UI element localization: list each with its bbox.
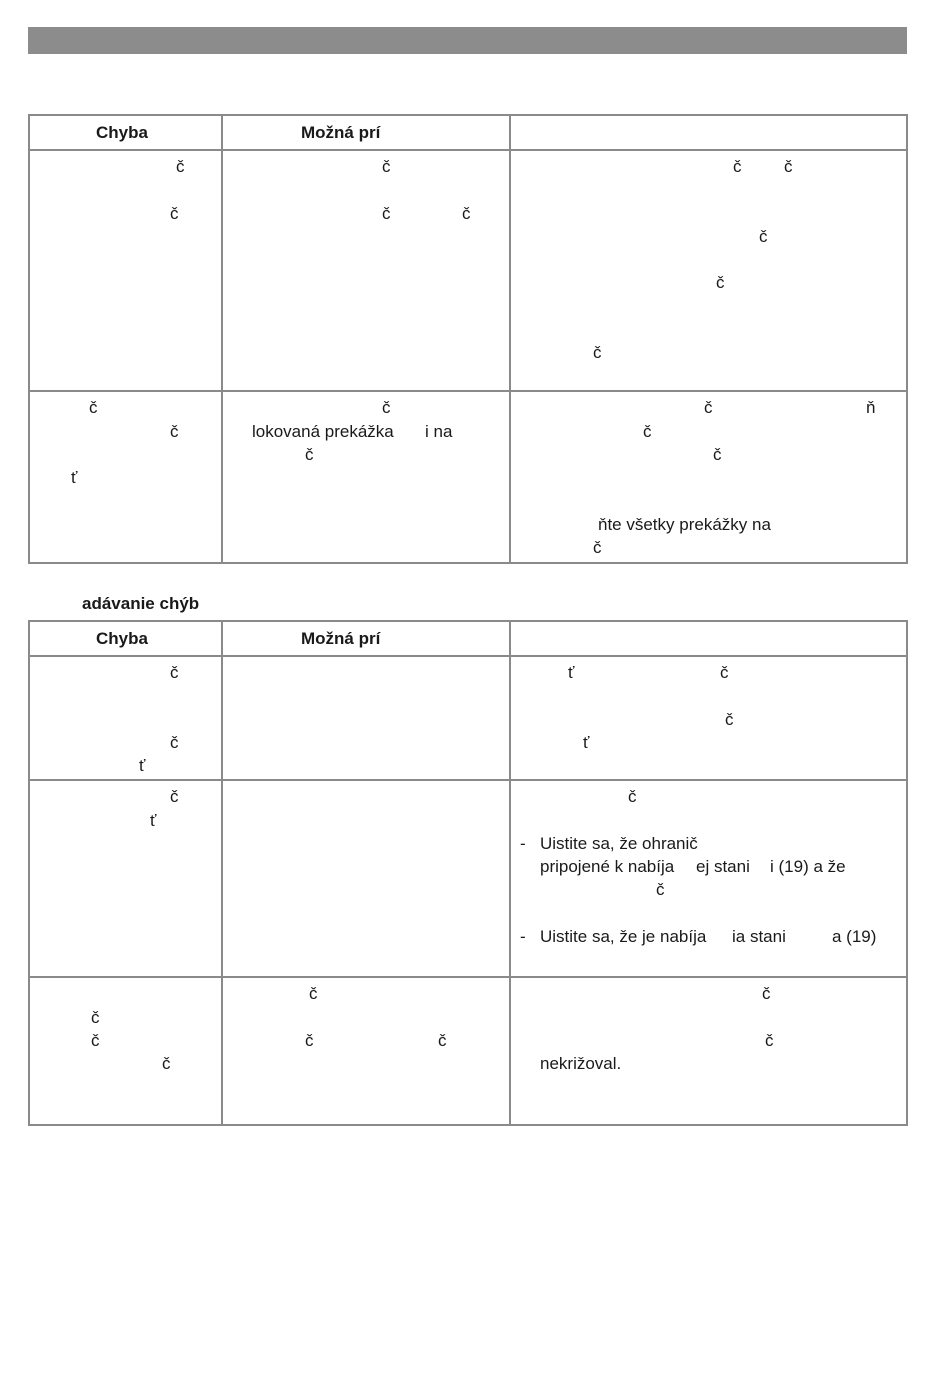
- cell-text: č: [170, 787, 179, 806]
- cell-text: č: [716, 273, 725, 292]
- table-header-row: [30, 622, 906, 655]
- cell-text: pripojené k nabíja: [540, 857, 675, 876]
- cell-text: Uistite sa, že je nabíja: [540, 927, 707, 946]
- cell-text: ť: [71, 468, 78, 487]
- cell-text: č: [762, 984, 771, 1003]
- cell-text: č: [628, 787, 637, 806]
- cell-text: a (19): [832, 927, 877, 946]
- cell-text: č: [176, 157, 185, 176]
- cell-text: č: [170, 204, 179, 223]
- cell-text: -: [520, 927, 526, 946]
- cell-text: č: [720, 663, 729, 682]
- cell-text: ť: [583, 733, 590, 752]
- cell-text: č: [725, 710, 734, 729]
- cell-text: ť: [150, 811, 157, 830]
- cell-text: č: [593, 343, 602, 362]
- cell-text: č: [170, 422, 179, 441]
- cell-text: č: [733, 157, 742, 176]
- cell-text: ť: [139, 756, 146, 775]
- troubleshooting-table-2: [28, 620, 908, 1126]
- cell-text: č: [305, 445, 314, 464]
- cell-text: č: [382, 204, 391, 223]
- table-row: [30, 976, 906, 1126]
- cell-text: ej stani: [696, 857, 750, 876]
- cell-text: č: [382, 398, 391, 417]
- cell-text: nekrižoval.: [540, 1054, 622, 1073]
- cell-text: č: [704, 398, 713, 417]
- cell-text: č: [170, 663, 179, 682]
- top-header-bar: [28, 27, 907, 54]
- cell-text: č: [643, 422, 652, 441]
- cell-text: lokovaná prekážka: [252, 422, 394, 441]
- header-mozna-pricina: Možná prí: [301, 123, 381, 142]
- cell-text: ť: [568, 663, 575, 682]
- cell-text: Uistite sa, že ohranič: [540, 834, 698, 853]
- cell-text: č: [309, 984, 318, 1003]
- header-mozna-pricina: Možná prí: [301, 629, 381, 648]
- cell-text: i (19) a že: [770, 857, 846, 876]
- table-row: [30, 779, 906, 976]
- cell-text: č: [91, 1031, 100, 1050]
- table-row: [30, 390, 906, 564]
- table-row: [30, 655, 906, 781]
- cell-text: č: [765, 1031, 774, 1050]
- cell-text: ňte všetky prekážky na: [598, 515, 771, 534]
- troubleshooting-table-1: [28, 114, 908, 564]
- cell-text: č: [713, 445, 722, 464]
- cell-text: ň: [866, 398, 876, 417]
- cell-text: č: [784, 157, 793, 176]
- header-chyba: Chyba: [96, 123, 148, 142]
- cell-text: č: [89, 398, 98, 417]
- cell-text: č: [656, 880, 665, 899]
- cell-text: -: [520, 834, 526, 853]
- section-title: adávanie chýb: [82, 594, 200, 613]
- table-row: [30, 149, 906, 392]
- cell-text: č: [438, 1031, 447, 1050]
- cell-text: č: [170, 733, 179, 752]
- cell-text: č: [91, 1008, 100, 1027]
- cell-text: č: [593, 538, 602, 557]
- cell-text: i na: [425, 422, 453, 441]
- cell-text: č: [382, 157, 391, 176]
- cell-text: č: [162, 1054, 171, 1073]
- cell-text: č: [462, 204, 471, 223]
- cell-text: č: [305, 1031, 314, 1050]
- table-header-row: [30, 116, 906, 149]
- cell-text: č: [759, 227, 768, 246]
- cell-text: ia stani: [732, 927, 786, 946]
- header-chyba: Chyba: [96, 629, 148, 648]
